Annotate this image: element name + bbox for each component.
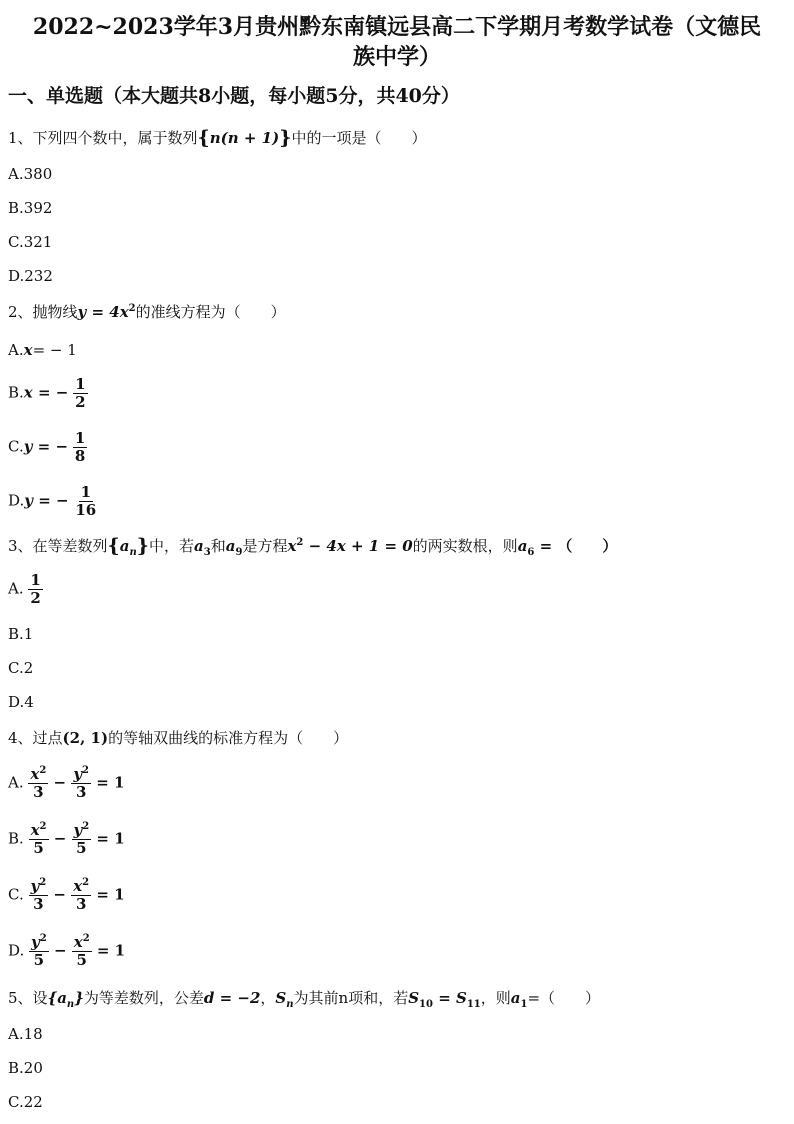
frac-den: 16 (75, 501, 97, 519)
q3-a6: a (517, 537, 528, 555)
frac-sup: 2 (82, 877, 90, 888)
q4-option-d (8, 934, 125, 969)
frac-num (71, 766, 91, 784)
frac-den: 3 (75, 895, 87, 913)
q4-point: (2, 1) (62, 729, 109, 747)
equals-one: = 1 (91, 773, 125, 792)
q3-tail: = （ ） (534, 537, 618, 555)
frac-num (72, 934, 92, 952)
q2-opt-d-fraction (73, 484, 98, 519)
q4-frac-2 (71, 878, 91, 913)
q3-brace-open: { (107, 535, 120, 557)
question-5 (8, 988, 600, 1008)
q4-prefix: 4、过点 (8, 729, 63, 747)
frac-var: x (30, 765, 40, 783)
title-line-2: 族中学） (352, 44, 441, 70)
q5-a1: a (510, 989, 521, 1007)
q3-option-d: D.4 (8, 693, 34, 711)
minus-sign: − (48, 773, 72, 792)
q3-option-c: C.2 (8, 659, 34, 677)
q5-S: S (275, 989, 287, 1007)
frac-var: y (73, 821, 83, 839)
frac-num: 1 (80, 483, 92, 501)
q2-lhs: y (77, 303, 87, 321)
frac-var: y (30, 877, 40, 895)
q2-opt-a-label: A. (8, 341, 24, 359)
frac-den: 3 (33, 783, 44, 801)
frac-var: y (31, 933, 40, 951)
q1-brace-open: { (197, 127, 210, 149)
q5-mid1: 为等差数列，公差 (83, 989, 204, 1007)
equals-one: = 1 (91, 941, 126, 960)
q2-opt-b-fraction (73, 376, 87, 411)
q4-frac-1 (29, 822, 49, 857)
q5-S-sub: n (286, 999, 294, 1010)
frac-den: 8 (74, 447, 86, 465)
q5-seq: {a (47, 989, 67, 1007)
q2-suffix: 的准线方程为（ ） (135, 303, 286, 321)
frac-var: x (73, 877, 83, 895)
q4-frac-1 (29, 878, 49, 913)
q4-opt-label: D. (8, 941, 25, 960)
q4-suffix: 的等轴双曲线的标准方程为（ ） (108, 729, 349, 747)
q3-eq-sup: 2 (296, 537, 304, 548)
q4-opt-label: C. (8, 885, 24, 904)
frac-sup: 2 (39, 765, 47, 776)
q3-eq-x: x (287, 537, 297, 555)
q3-opt-a-label: A. (8, 579, 24, 598)
q2-opt-c-label: C. (8, 437, 24, 456)
q2-opt-d-eq: = − (32, 491, 69, 510)
q3-brace-close: } (136, 535, 149, 557)
q1-option-d: D.232 (8, 267, 53, 285)
q4-frac-1 (29, 934, 49, 969)
minus-sign: − (48, 941, 72, 960)
frac-var: x (30, 821, 40, 839)
q3-a3: a (194, 537, 204, 555)
frac-num (28, 766, 48, 784)
frac-var: x (73, 933, 83, 951)
equals-one: = 1 (91, 885, 125, 904)
q2-prefix: 2、抛物线 (8, 303, 78, 321)
q3-seq: a (119, 537, 130, 555)
q2-opt-d-var: y (24, 491, 33, 510)
frac-sup: 2 (39, 821, 47, 832)
q3-option-b: B.1 (8, 625, 34, 643)
q4-option-a (8, 766, 124, 801)
q5-a1-sub: 1 (520, 999, 528, 1010)
q2-opt-a-tail: = − 1 (32, 341, 77, 359)
q3-a9-sub: 9 (235, 547, 243, 558)
question-3 (8, 536, 617, 556)
frac-den: 5 (76, 839, 87, 857)
section-heading: 一、单选题（本大题共8小题，每小题5分，共40分） (8, 85, 460, 107)
frac-num: 1 (30, 571, 41, 589)
q3-seq-sub: n (129, 547, 137, 558)
q2-opt-b-var: x (23, 383, 33, 402)
frac-num (29, 822, 49, 840)
q3-prefix: 3、在等差数列 (8, 537, 108, 555)
page-title (8, 12, 786, 72)
q5-option-c: C.22 (8, 1093, 43, 1111)
q3-eq-rest: − 4x + 1 = 0 (303, 537, 413, 555)
frac-sup: 2 (82, 933, 90, 944)
q5-prefix: 5、设 (8, 989, 48, 1007)
q2-sup: 2 (128, 303, 136, 314)
frac-den: 5 (33, 839, 44, 857)
q4-frac-2 (72, 822, 92, 857)
q1-brace-close: } (279, 127, 292, 149)
q4-opt-label: A. (8, 773, 24, 792)
frac-sup: 2 (39, 877, 47, 888)
q3-a6-sub: 6 (527, 547, 535, 558)
minus-sign: − (48, 829, 72, 848)
minus-sign: − (48, 885, 72, 904)
q5-mid3: ，则 (480, 989, 511, 1007)
q5-S11: S (455, 989, 467, 1007)
q3-a3-sub: 3 (203, 547, 211, 558)
q1-prefix: 1、下列四个数中，属于数列 (8, 129, 198, 147)
q2-opt-b-label: B. (8, 383, 24, 402)
frac-num (71, 878, 91, 896)
frac-den: 2 (30, 589, 41, 607)
equals-one: = 1 (91, 829, 125, 848)
question-1 (8, 128, 426, 148)
q3-mid1: 中，若 (149, 537, 195, 555)
frac-num (29, 878, 49, 896)
q3-mid3: 的两实数根，则 (412, 537, 518, 555)
q1-option-b: B.392 (8, 199, 53, 217)
frac-den: 3 (33, 895, 44, 913)
title-line-1: 2022~2023学年3月贵州黔东南镇远县高二下学期月考数学试卷（文德民 (32, 14, 762, 40)
q5-eq: = (432, 989, 456, 1007)
q2-rhs: = 4x (86, 303, 129, 321)
q5-S10: S (408, 989, 420, 1007)
frac-num (29, 934, 49, 952)
q1-expr: n(n + 1) (209, 129, 280, 147)
q5-S11-sub: 11 (466, 999, 481, 1010)
q4-opt-label: B. (8, 829, 24, 848)
q2-option-b (8, 376, 88, 411)
q5-S10-sub: 10 (419, 999, 433, 1010)
frac-sup: 2 (39, 933, 47, 944)
q1-option-c: C.321 (8, 233, 53, 251)
q2-option-c (8, 430, 87, 465)
q2-option-a (8, 340, 77, 360)
q5-seq-close: } (74, 989, 84, 1007)
frac-var: y (73, 765, 83, 783)
q2-opt-c-fraction (73, 430, 87, 465)
q2-opt-a-var: x (23, 341, 33, 359)
q1-option-a: A.380 (8, 165, 53, 183)
q3-option-a (8, 572, 43, 607)
frac-sup: 2 (82, 765, 90, 776)
q4-frac-2 (72, 934, 92, 969)
q5-option-a: A.18 (8, 1025, 43, 1043)
frac-den: 2 (75, 393, 86, 411)
frac-sup: 2 (82, 821, 90, 832)
q4-frac-1 (28, 766, 48, 801)
q1-suffix: 中的一项是（ ） (291, 129, 427, 147)
q4-frac-2 (71, 766, 91, 801)
question-2 (8, 302, 286, 322)
q3-mid2: 是方程 (242, 537, 288, 555)
q2-opt-b-eq: = − (32, 383, 69, 402)
q4-option-b (8, 822, 125, 857)
question-4 (8, 728, 348, 748)
q5-tail: =（ ） (527, 989, 601, 1007)
frac-num (72, 822, 92, 840)
q2-opt-c-var: y (23, 437, 33, 456)
q3-and: 和 (210, 537, 226, 555)
frac-num: 1 (75, 375, 86, 393)
frac-den: 5 (76, 951, 87, 969)
frac-num: 1 (74, 429, 86, 447)
q5-comma: ， (260, 989, 276, 1007)
q3-a9: a (225, 537, 236, 555)
q5-d: d = −2 (203, 989, 261, 1007)
frac-den: 3 (75, 783, 87, 801)
q3-opt-a-fraction (28, 572, 42, 607)
q5-seq-sub: n (66, 999, 75, 1010)
frac-den: 5 (33, 951, 45, 969)
q5-option-b: B.20 (8, 1059, 43, 1077)
q2-opt-d-label: D. (8, 491, 25, 510)
q4-option-c (8, 878, 125, 913)
q2-opt-c-eq: = − (32, 437, 69, 456)
q5-mid2: 为其前n项和，若 (293, 989, 409, 1007)
q2-option-d (8, 484, 98, 519)
